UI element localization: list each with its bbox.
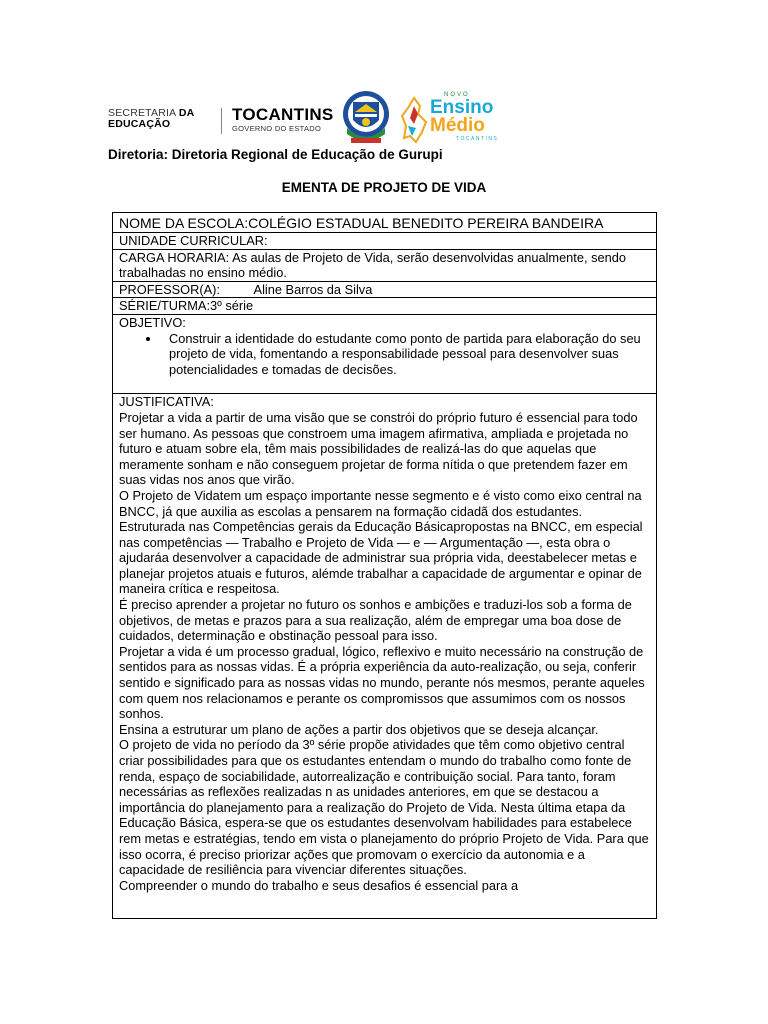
unidade-curricular-row: UNIDADE CURRICULAR: (113, 232, 656, 249)
tocantins-map-icon (400, 96, 430, 144)
ementa-table (112, 212, 657, 919)
objetivo-list (119, 331, 652, 378)
paragraph: Compreender o mundo do trabalho e seus desafios é essencial para a (119, 877, 519, 893)
header-logos (108, 88, 528, 148)
tocantins-logo (232, 106, 334, 133)
school-name-row: NOME DA ESCOLA:COLÉGIO ESTADUAL BENEDITO PEREIRA BANDEIRA (119, 215, 604, 231)
coat-of-arms-icon (341, 88, 391, 146)
paragraph: Ensina a estruturar um plano de ações a partir dos objetivos que se deseja alcançar. (119, 721, 599, 737)
logo-text: TOCANTINS (456, 136, 499, 142)
justificativa-row (113, 393, 656, 918)
objetivo-label: OBJETIVO: (119, 314, 186, 330)
logo-text: TOCANTINS (232, 105, 334, 124)
paragraph: Projetar a vida é um processo gradual, lógico, reflexivo e muito necessário na construção de sentidos para as nossas vidas. É a própria experiência da auto-realização, ou seja, conferir sentido e significado para as nossas vidas no mundo, perante nós mesmos, perante aqueles com quem nos relacionamos e perante os compromissos que assumimos com os nossos sonhos. (119, 643, 645, 722)
paragraph: O Projeto de Vidatem um espaço importante nesse segmento e é visto como eixo central na BNCC, já que auxilia as escolas a pensarem na formação cidadã dos estudantes. (119, 487, 642, 519)
logo-divider (221, 108, 222, 134)
logo-text: Médio (430, 115, 485, 136)
logo-text: SECRETARIA (108, 107, 176, 119)
document-title: EMENTA DE PROJETO DE VIDA (281, 180, 487, 195)
logo-text: EDUCAÇÃO (108, 118, 171, 130)
logo-text: GOVERNO DO ESTADO (232, 124, 322, 133)
list-item: • Construir a identidade do estudante como ponto de partida para elaboração do seu projeto de vida, fomentando a responsabilidade pessoal para desenvolver suas potencialidades e tomadas de decisões. (161, 331, 652, 378)
paragraph: Projetar a vida a partir de uma visão que se constrói do próprio futuro é essencial para todo ser humano. As pessoas que constroem uma imagem afirmativa, ampliada e projetada no futuro e atuam sobre ela, têm mais possibilidades de realizá-las do que aquelas que meramente sonham e não conseguem projetar de forma nítida o que pretendem fazer em suas vidas nos anos que virão. (119, 409, 638, 488)
logo-text: Ensino (430, 97, 494, 118)
logo-text: DA (178, 107, 195, 119)
professor-name: Aline Barros da Silva (253, 281, 373, 297)
professor-row (113, 281, 656, 298)
justificativa-label: JUSTIFICATIVA: (119, 394, 214, 410)
professor-label: PROFESSOR(A): (119, 281, 220, 297)
logo-text: NOVO (444, 92, 470, 98)
paragraph: Estruturada nas Competências gerais da Educação Básicapropostas na BNCC, em especial nas competências — Trabalho e Projeto de Vida — e — Argumentação —, esta obra o ajudaráa desenvolver a capacidade de administrar sua própria vida, deestabelecer metas e planejar projetos atuais e futuros, alémde trabalhar a capacidade de argumentar e opinar de maneira crítica e respeitosa. (119, 519, 643, 597)
novo-ensino-medio-logo (400, 92, 510, 148)
paragraph: O projeto de vida no período da 3º série propõe atividades que têm como objetivo central criar possibilidades para que os estudantes entendam o mundo do trabalho como fonte de renda, espaço de sociabilidade, autorrealização e contribuição social. Para tanto, foram necessárias as reflexões realizadas n as unidades anteriores, em que se destacou a importância do planejamento para a realização do Projeto de Vida. Nesta última etapa da Educação Básica, espera-se que os estudantes desenvolvam habilidades para estabelece rem metas e estratégias, tendo em vista o planejamento do próprio Projeto de Vida. Para que isso ocorra, é preciso priorizar ações que promovam o exercício da autonomia e a capacidade de resiliência para vivenciar diferentes situações. (119, 737, 649, 878)
secretaria-educacao-logo (108, 108, 208, 130)
paragraph: É preciso aprender a projetar no futuro os sonhos e ambições e traduzi-los sob a forma de objetivos, de metas e prazos para a sua realização, além de empregar uma boa dose de cuidados, determinação e obstinação pessoal para isso. (119, 597, 632, 644)
serie-turma-row: SÉRIE/TURMA:3º série (113, 297, 656, 314)
diretoria-heading: Diretoria: Diretoria Regional de Educação de Gurupi (108, 147, 443, 162)
objetivo-row (113, 314, 656, 393)
carga-horaria-row: CARGA HORARIA: As aulas de Projeto de Vida, serão desenvolvidas anualmente, sendo trabalhadas no ensino médio. (113, 249, 656, 281)
